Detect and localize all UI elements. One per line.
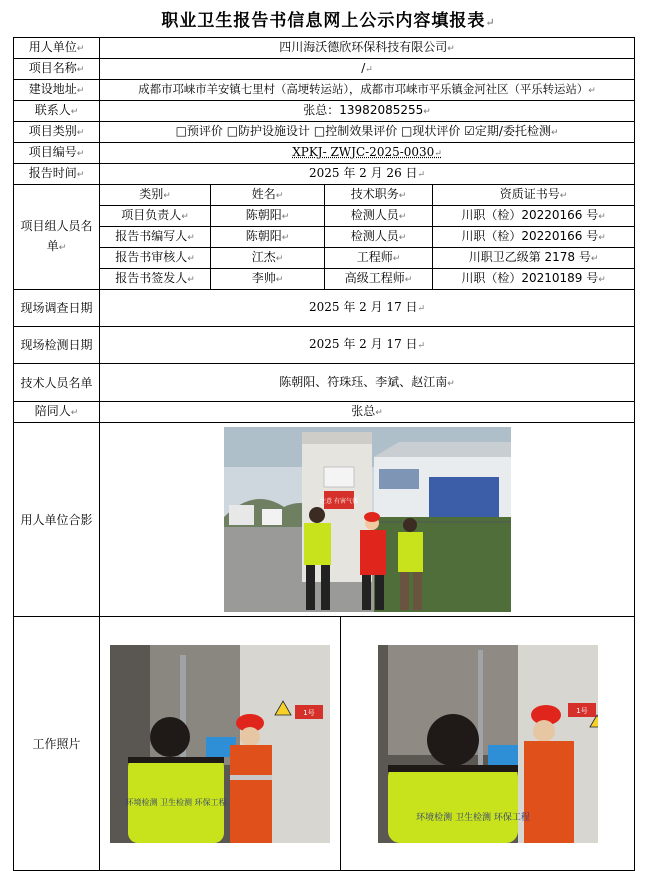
team-cert: 川职（检）20220166 号↵ — [433, 227, 635, 248]
work-photo-right — [378, 645, 598, 843]
row-contact — [14, 101, 635, 122]
team-person: 李帅↵ — [211, 269, 325, 290]
team-header-role: 类别↵ — [100, 185, 211, 206]
label-contact: 联系人↵ — [14, 101, 100, 122]
work-photo-left-vest-text: 环境检测 卫生检测 环保工程 — [125, 797, 227, 807]
value-employer: 四川海沃德欣环保科技有限公司↵ — [100, 38, 635, 59]
team-header-name: 姓名↵ — [211, 185, 325, 206]
team-cert: 川职卫乙级第 2178 号↵ — [433, 248, 635, 269]
team-title: 检测人员↵ — [325, 227, 433, 248]
row-group-photo — [14, 423, 635, 617]
row-detect-date — [14, 327, 635, 364]
team-header-title: 技术职务↵ — [325, 185, 433, 206]
form-table — [13, 37, 635, 871]
label-project-name: 项目名称↵ — [14, 59, 100, 80]
label-group-photo: 用人单位合影 — [14, 423, 100, 617]
row-project-type — [14, 122, 635, 143]
label-work-photo: 工作照片 — [14, 617, 100, 871]
row-employer — [14, 38, 635, 59]
row-escort — [14, 402, 635, 423]
work-photo-right-badge: 1号 — [575, 706, 588, 715]
value-address: 成都市邛崃市羊安镇七里村（高埂转运站），成都市邛崃市平乐镇金河社区（平乐转运站）↵ — [100, 80, 635, 101]
work-photo-cell-left — [100, 617, 341, 871]
label-detect-date: 现场检测日期 — [14, 327, 100, 364]
row-address — [14, 80, 635, 101]
team-row — [14, 227, 635, 248]
team-header-row — [14, 185, 635, 206]
group-photo-cell — [100, 423, 635, 617]
work-photo-left — [110, 645, 330, 843]
page-title: 职业卫生报告书信息网上公示内容填报表↵ — [161, 11, 496, 31]
group-photo — [224, 427, 511, 612]
team-cert: 川职（检）20220166 号↵ — [433, 206, 635, 227]
team-role: 报告书签发人↵ — [100, 269, 211, 290]
label-project-type: 项目类别↵ — [14, 122, 100, 143]
value-project-type: □预评价 □防护设施设计 □控制效果评价 □现状评价 ☑定期/委托检测↵ — [100, 122, 635, 143]
row-survey-date — [14, 290, 635, 327]
team-row — [14, 269, 635, 290]
value-project-no: XPKJ- ZWJC-2025-0030↵ — [100, 143, 635, 164]
team-role: 报告书编写人↵ — [100, 227, 211, 248]
team-person: 江杰↵ — [211, 248, 325, 269]
value-tech-staff: 陈朝阳、符珠珏、李斌、赵江南↵ — [100, 364, 635, 402]
label-report-time: 报告时间↵ — [14, 164, 100, 185]
value-project-name: /↵ — [100, 59, 635, 80]
row-project-name — [14, 59, 635, 80]
team-title: 工程师↵ — [325, 248, 433, 269]
label-project-no: 项目编号↵ — [14, 143, 100, 164]
team-row — [14, 248, 635, 269]
label-address: 建设地址↵ — [14, 80, 100, 101]
value-detect-date: 2025 年 2 月 17 日↵ — [100, 327, 635, 364]
value-survey-date: 2025 年 2 月 17 日↵ — [100, 290, 635, 327]
row-tech-staff — [14, 364, 635, 402]
label-tech-staff: 技术人员名单 — [14, 364, 100, 402]
label-employer: 用人单位↵ — [14, 38, 100, 59]
row-work-photo — [14, 617, 635, 871]
team-cert: 川职（检）20210189 号↵ — [433, 269, 635, 290]
value-report-time: 2025 年 2 月 26 日↵ — [100, 164, 635, 185]
work-photo-left-badge: 1号 — [303, 708, 315, 717]
team-role: 报告书审核人↵ — [100, 248, 211, 269]
work-photo-cell-right — [341, 617, 635, 871]
team-role: 项目负责人↵ — [100, 206, 211, 227]
row-report-time — [14, 164, 635, 185]
team-header-cert: 资质证书号↵ — [433, 185, 635, 206]
value-contact: 张总：13982085255↵ — [100, 101, 635, 122]
work-photo-right-vest-text: 环境检测 卫生检测 环保工程 — [415, 812, 530, 823]
row-project-no — [14, 143, 635, 164]
team-title: 检测人员↵ — [325, 206, 433, 227]
label-team: 项目组人员名单↵ — [14, 185, 100, 290]
label-escort: 陪同人↵ — [14, 402, 100, 423]
team-person: 陈朝阳↵ — [211, 206, 325, 227]
team-person: 陈朝阳↵ — [211, 227, 325, 248]
value-escort: 张总↵ — [100, 402, 635, 423]
group-photo-sign: 注意 有害气体 — [319, 498, 358, 505]
team-title: 高级工程师↵ — [325, 269, 433, 290]
label-survey-date: 现场调查日期 — [14, 290, 100, 327]
team-row — [14, 206, 635, 227]
